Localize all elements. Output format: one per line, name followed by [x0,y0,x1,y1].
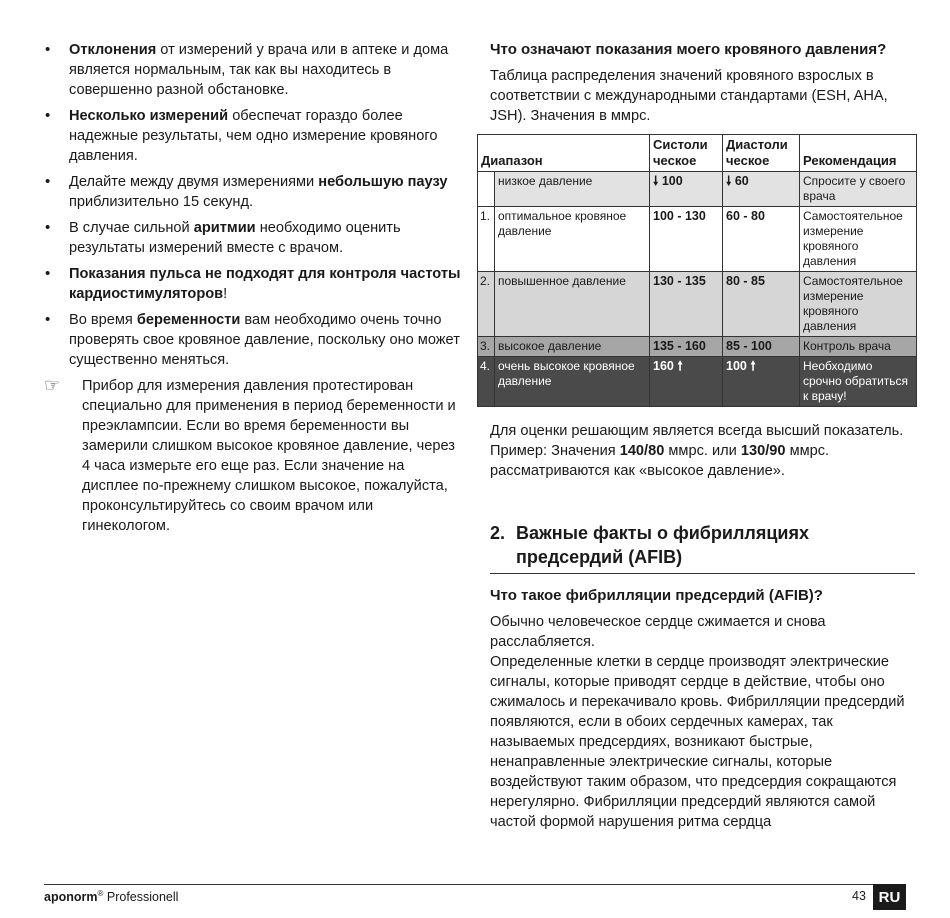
right-column [480,40,915,832]
row-systolic: 135 - 160 [650,337,723,357]
bp-intro: Таблица распределения значений кровяного взрослых в соответствии с международными стандартами (ESH, AHA, JSH). Значения в ммрс. [490,68,888,124]
bullet-icon: • [45,219,51,236]
bullet-pacemaker [44,264,464,304]
brand-suffix: Professionell [103,890,179,905]
bullet-arrhythmia [44,218,464,258]
row-recommendation: Контроль врача [800,337,917,357]
table-row [478,272,917,337]
header-systolic: Систоли ческое [650,135,723,172]
example-text [490,441,915,481]
page-number: 43 [852,889,866,903]
row-diastolic: 100 🠕 [723,357,800,407]
table-header-row [478,135,917,172]
example-mid: ммрс. или [664,443,741,459]
row-diastolic: 60 - 80 [723,207,800,272]
bullet-icon: • [45,107,51,124]
row-recommendation: Самостоятельное измерение кровяного давления [800,272,917,337]
row-systolic: 130 - 135 [650,272,723,337]
row-systolic: 100 - 130 [650,207,723,272]
bullet-text: В случае сильной [69,220,194,236]
table-row [478,357,917,407]
row-range: повышенное давление [495,272,650,337]
bullet-bold: Отклонения [69,42,157,58]
bullet-text: ! [223,286,228,302]
bullet-pause [44,172,464,212]
section-number: 2. [490,523,506,543]
bullet-icon: • [45,265,51,282]
bullet-text: приблизительно 15 секунд. [69,194,254,210]
table-row [478,172,917,207]
example-post: ммрс. рассматриваются как «высокое давление». [490,443,830,479]
row-range: высокое давление [495,337,650,357]
example-pre: Пример: Значения [490,443,620,459]
note-pregnancy [44,376,464,536]
footer-brand [44,889,178,904]
bp-heading: Что означают показания моего кровяного давления? [490,41,887,58]
row-diastolic: 80 - 85 [723,272,800,337]
row-recommendation: Спросите у своего врача [800,172,917,207]
evaluation-note [490,421,915,481]
row-recommendation: Необходимо срочно обратиться к врачу! [800,357,917,407]
row-range: низкое давление [495,172,650,207]
bullet-bold: небольшую паузу [318,174,448,190]
evaluation-text: Для оценки решающим является всегда высший показатель. [490,423,904,439]
note-text: Прибор для измерения давления протестирован специально для применения в период беременности и преэклампсии. Если во время беременности вы замерили слишком высокое кровяное давление, через 4 часа измерьте его еще раз. Если значение на дисплее по-прежнему слишком высокое, пожалуйста, проконсультируйтесь со своим врачом или гинекологом. [82,378,456,534]
header-recommendation: Рекомендация [800,135,917,172]
row-systolic: 160 🠕 [650,357,723,407]
bullet-text: от измерений у врача или в аптеке и дома является нормальным, так как вы находитесь в совершенно разной обстановке. [69,42,449,98]
row-recommendation: Самостоятельное измерение кровяного давления [800,207,917,272]
left-column [44,40,464,536]
bullet-text: обеспечат гораздо более надежные результаты, чем одно измерение кровяного давления. [69,108,438,164]
bullet-text: Делайте между двумя измерениями [69,174,319,190]
row-num: 2. [478,272,495,337]
row-num: 1. [478,207,495,272]
bullet-bold: Несколько измерений [69,108,229,124]
bullet-bold: беременности [136,312,241,328]
table-row [478,207,917,272]
brand-name: aponorm [44,890,98,905]
row-diastolic: 🠗 60 [723,172,800,207]
bullet-pregnancy [44,310,464,370]
afib-para-2: Определенные клетки в сердце производят электрические сигналы, которые приводят сердце в действие, чтобы оно сжималось и перекачивало кровь. Фибрилляции предсердий появляются, если в обоих сердечных камерах, так называемых предсердиях, возникают быстрые, ненаправленные электрические сигналы, которые воздействуют таким образом, что предсердия сокращаются нерегулярно. Фибрилляции предсердий являются самой частой формой нарушения ритма сердца [490,654,905,830]
row-num: 3. [478,337,495,357]
afib-para-1: Обычно человеческое сердце сжимается и снова расслабляется. [490,614,826,650]
footer-divider [44,884,906,885]
bullet-bold: Показания пульса не подходят для контроля частоты кардиостимуляторов [69,266,461,302]
bp-table [477,134,917,407]
language-badge: RU [873,884,906,910]
row-range: оптимальное кровяное давление [495,207,650,272]
row-num: 4. [478,357,495,407]
pointing-hand-icon: ☞ [44,375,61,395]
bullet-icon: • [45,311,51,328]
section-title-text: Важные факты о фибрилляциях предсердий (AFIB) [516,523,809,567]
bullet-text: необходимо оценить результаты измерений вместе с врачом. [69,220,401,256]
row-num [478,172,495,207]
bullet-icon: • [45,41,51,58]
bullet-multiple-measurements [44,106,464,166]
table-row [478,337,917,357]
row-diastolic: 85 - 100 [723,337,800,357]
brand-registered: ® [97,889,104,898]
bullet-bold: аритмии [193,220,256,236]
bullet-icon: • [45,173,51,190]
bullet-text: Во время [69,312,137,328]
header-range: Диапазон [478,135,650,172]
example-value-2: 130/90 [740,443,786,459]
section-title [490,521,915,574]
bullet-text: вам необходимо очень точно проверять свое кровяное давление, поскольку оно может существенно меняться. [69,312,460,368]
example-value-1: 140/80 [619,443,665,459]
bullet-deviations [44,40,464,100]
row-systolic: 🠗 100 [650,172,723,207]
header-diastolic: Диастоли ческое [723,135,800,172]
afib-subheading: Что такое фибрилляции предсердий (AFIB)? [490,587,823,604]
row-range: очень высокое кровяное давление [495,357,650,407]
